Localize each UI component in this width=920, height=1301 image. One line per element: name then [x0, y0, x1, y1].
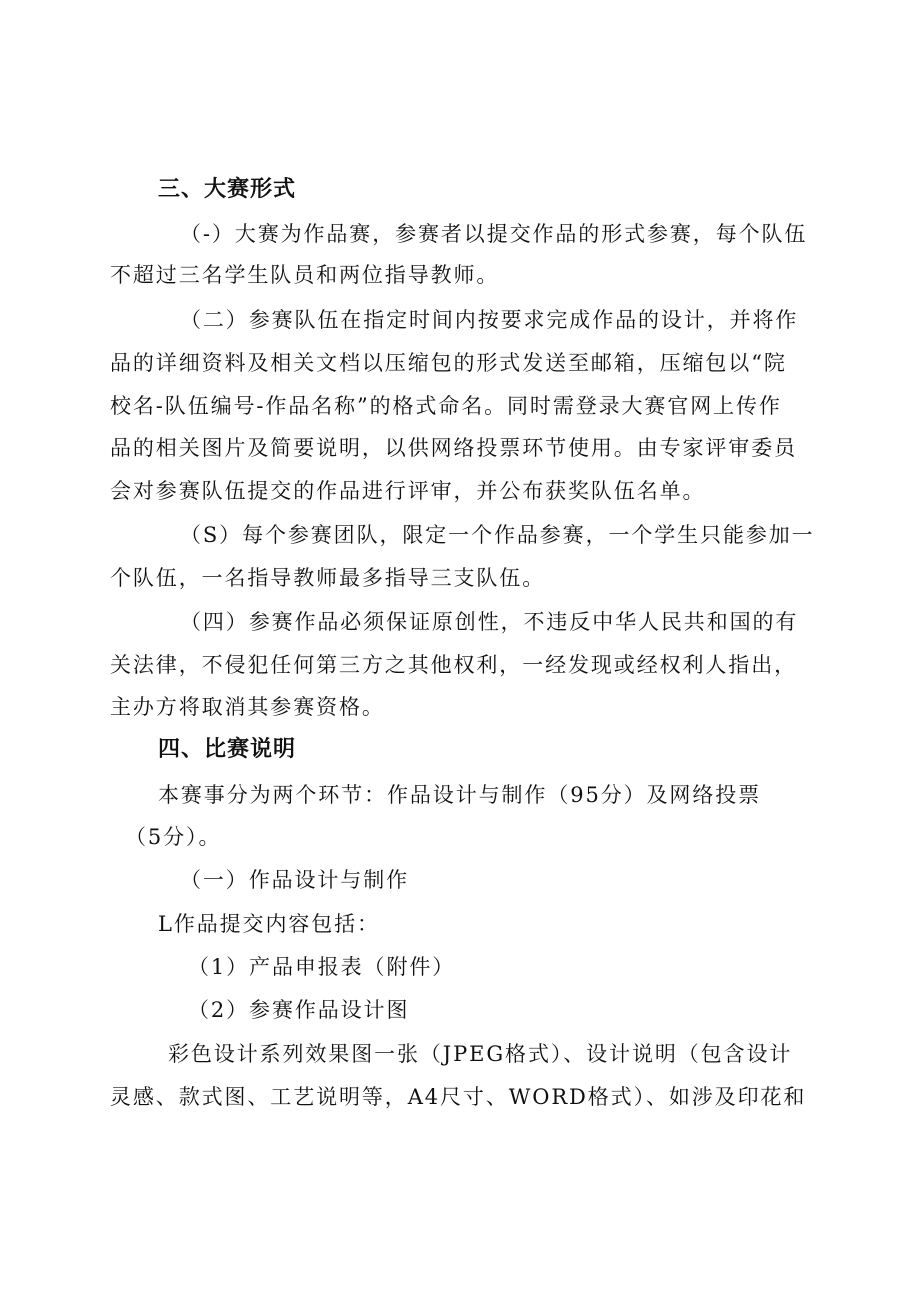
paragraph-line: 校名-队伍编号-作品名称”的格式命名。同时需登录大赛官网上传作	[110, 394, 782, 418]
paragraph-line: （S）每个参赛团队，限定一个作品参赛，一个学生只能参加一	[180, 523, 815, 547]
paragraph-line: （-）大赛为作品赛，参赛者以提交作品的形式参赛，每个队伍	[180, 222, 808, 246]
section-heading-format: 三、大赛形式	[158, 177, 297, 202]
paragraph-line: 主办方将取消其参赛资格。	[110, 695, 385, 719]
list-item: （2）参赛作品设计图	[188, 998, 410, 1022]
paragraph-line: 彩色设计系列效果图一张（JPEG格式）、设计说明（包含设计	[168, 1042, 793, 1066]
paragraph-line: 个队伍，一名指导教师最多指导三支队伍。	[110, 566, 546, 590]
paragraph-line: （二）参赛队伍在指定时间内按要求完成作品的设计，并将作	[180, 308, 799, 332]
paragraph-line: 关法律，不侵犯任何第三方之其他权利，一经发现或经权利人指出，	[110, 653, 797, 677]
paragraph-line: L作品提交内容包括：	[158, 912, 380, 936]
paragraph-line: 品的详细资料及相关文档以压缩包的形式发送至邮箱，压缩包以“院	[110, 351, 787, 375]
paragraph-line: 不超过三名学生队员和两位指导教师。	[110, 263, 500, 287]
paragraph-line: （四）参赛作品必须保证原创性，不违反中华人民共和国的有	[180, 610, 799, 634]
section-heading-rules: 四、比赛说明	[158, 737, 297, 762]
paragraph-line: （一）作品设计与制作	[180, 868, 409, 892]
list-item: （1）产品申报表（附件）	[188, 955, 456, 979]
paragraph-line: 本赛事分为两个环节：作品设计与制作（95分）及网络投票	[158, 783, 762, 807]
paragraph-line: 品的相关图片及简要说明，以供网络投票环节使用。由专家评审委员	[110, 436, 797, 460]
paragraph-line: 灵感、款式图、工艺说明等，A4尺寸、WORD格式）、如涉及印花和	[110, 1085, 807, 1109]
paragraph-line: （5分）。	[125, 825, 222, 849]
paragraph-line: 会对参赛队伍提交的作品进行评审，并公布获奖队伍名单。	[110, 479, 706, 503]
